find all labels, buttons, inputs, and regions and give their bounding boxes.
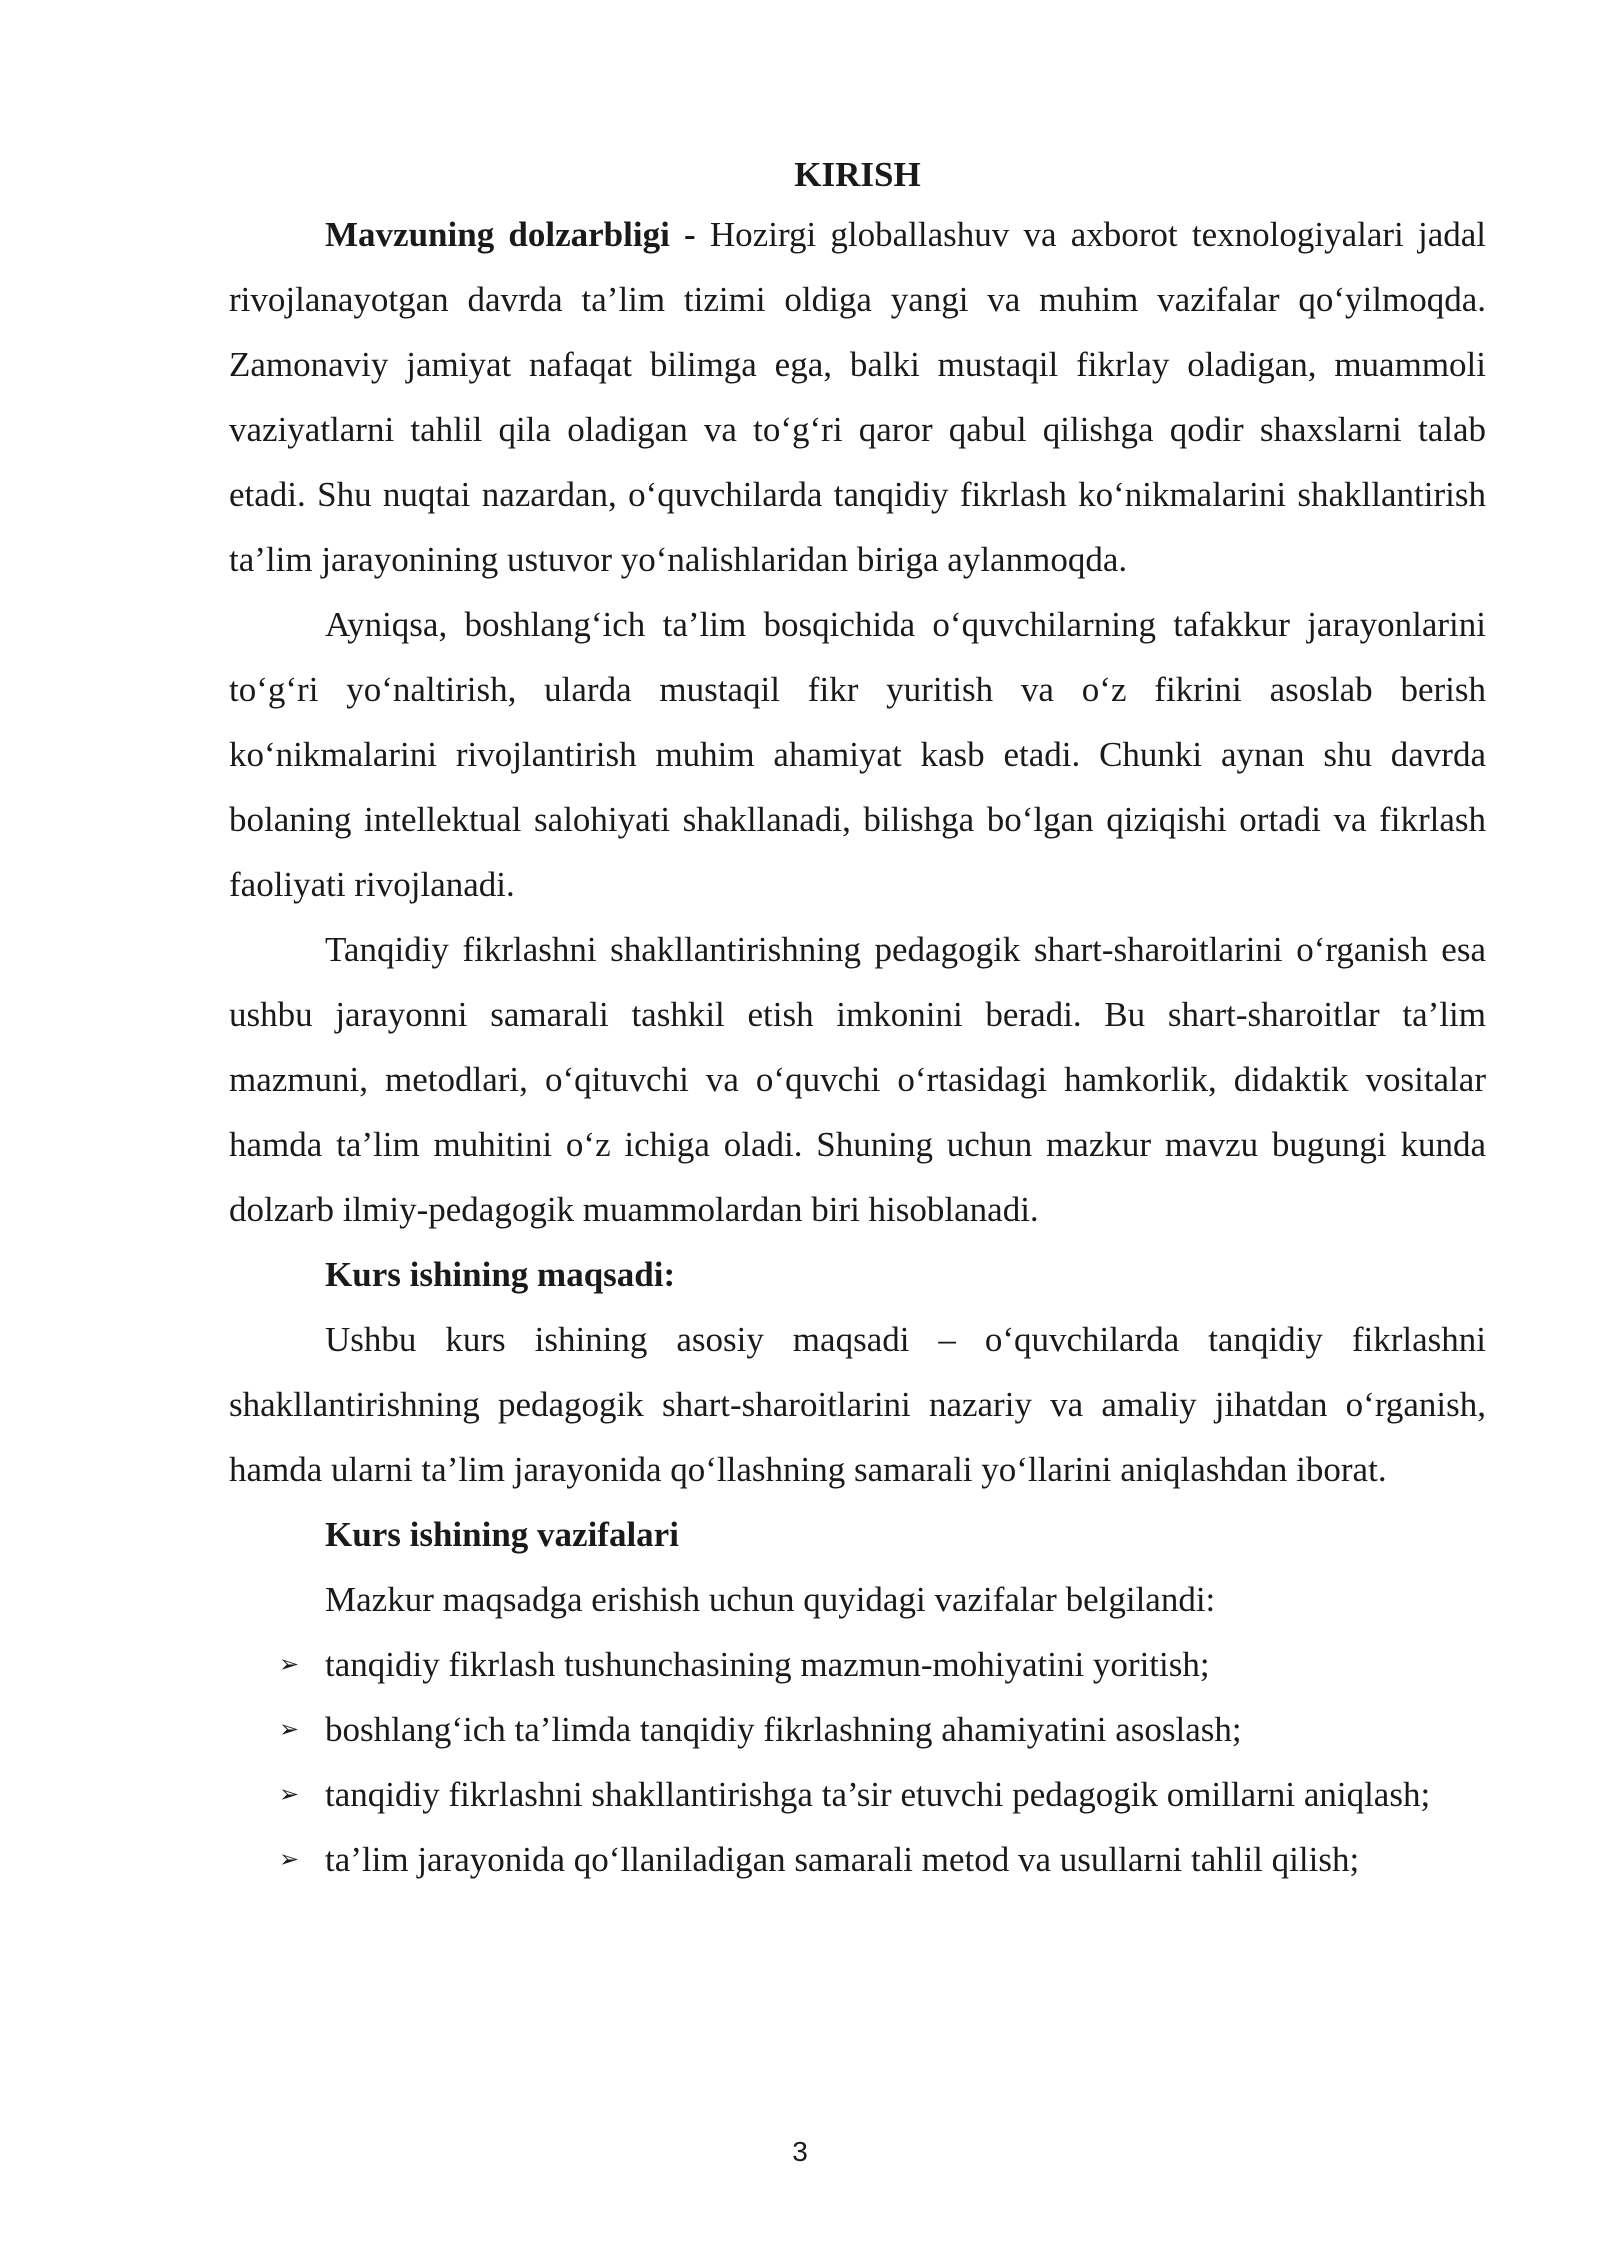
relevance-paragraph bbox=[229, 202, 1486, 592]
goal-paragraph: Ushbu kurs ishining asosiy maqsadi – o‘quvchilarda tanqidiy fikrlashni shakllantirishning pedagogik shart-sharoitlarini nazariy va amaliy jihatdan o‘rganish, hamda ularni ta’lim jarayonida qo‘llashning samarali yo‘llarini aniqlashdan iborat. bbox=[229, 1320, 1486, 1489]
task-item bbox=[229, 1632, 1486, 1697]
task-item bbox=[229, 1762, 1486, 1827]
task-text: boshlang‘ich ta’limda tanqidiy fikrlashning ahamiyatini asoslash; bbox=[325, 1710, 1242, 1749]
task-text: tanqidiy fikrlash tushunchasining mazmun-mohiyatini yoritish; bbox=[325, 1645, 1210, 1684]
relevance-text: Hozirgi globallashuv va axborot texnologiyalari jadal rivojlanayotgan davrda ta’lim tizimi oldiga yangi va muhim vazifalar qo‘yilmoqda. Zamonaviy jamiyat nafaqat bilimga ega, balki mustaqil fikrlay oladigan, muammoli vaziyatlarni tahlil qila oladigan va to‘g‘ri qaror qabul qilishga qodir shaxslarni talab etadi. Shu nuqtai nazardan, o‘quvchilarda tanqidiy fikrlash ko‘nikmalarini shakllantirish ta’lim jarayonining ustuvor yo‘nalishlaridan biriga aylanmoqda. bbox=[229, 215, 1486, 579]
arrow-bullet-icon: ➢ bbox=[279, 1650, 300, 1678]
task-item bbox=[229, 1827, 1486, 1892]
document-title: KIRISH bbox=[794, 155, 921, 194]
task-text: tanqidiy fikrlashni shakllantirishga ta’sir etuvchi pedagogik omillarni aniqlash; bbox=[325, 1775, 1431, 1814]
task-text: ta’lim jarayonida qo‘llaniladigan samarali metod va usullarni tahlil qilish; bbox=[325, 1840, 1360, 1879]
relevance-lead: Mavzuning dolzarbligi - bbox=[325, 215, 696, 254]
paragraph-primary-education: Ayniqsa, boshlang‘ich ta’lim bosqichida o‘quvchilarning tafakkur jarayonlarini to‘g‘ri yo‘naltirish, ularda mustaqil fikr yuritish va o‘z fikrini asoslab berish ko‘nikmalarini rivojlantirish muhim ahamiyat kasb etadi. Chunki aynan shu davrda bolaning intellektual salohiyati shakllanadi, bilishga bo‘lgan qiziqishi ortadi va fikrlash faoliyati rivojlanadi. bbox=[229, 605, 1486, 904]
arrow-bullet-icon: ➢ bbox=[279, 1780, 300, 1808]
document-page bbox=[229, 148, 1486, 1892]
arrow-bullet-icon: ➢ bbox=[279, 1715, 300, 1743]
paragraph-pedagogical-conditions: Tanqidiy fikrlashni shakllantirishning pedagogik shart-sharoitlarini o‘rganish esa ushbu jarayonni samarali tashkil etish imkonini beradi. Bu shart-sharoitlar ta’lim mazmuni, metodlari, o‘qituvchi va o‘quvchi o‘rtasidagi hamkorlik, didaktik vositalar hamda ta’lim muhitini o‘z ichiga oladi. Shuning uchun mazkur mavzu bugungi kunda dolzarb ilmiy-pedagogik muammolardan biri hisoblanadi. bbox=[229, 930, 1486, 1229]
tasks-intro: Mazkur maqsadga erishish uchun quyidagi vazifalar belgilandi: bbox=[325, 1580, 1216, 1619]
page-number: 3 bbox=[792, 2136, 808, 2167]
task-item bbox=[229, 1697, 1486, 1762]
arrow-bullet-icon: ➢ bbox=[279, 1845, 300, 1873]
goal-heading: Kurs ishining maqsadi: bbox=[325, 1255, 676, 1294]
tasks-heading: Kurs ishining vazifalari bbox=[325, 1515, 679, 1554]
tasks-list bbox=[229, 1632, 1486, 1892]
